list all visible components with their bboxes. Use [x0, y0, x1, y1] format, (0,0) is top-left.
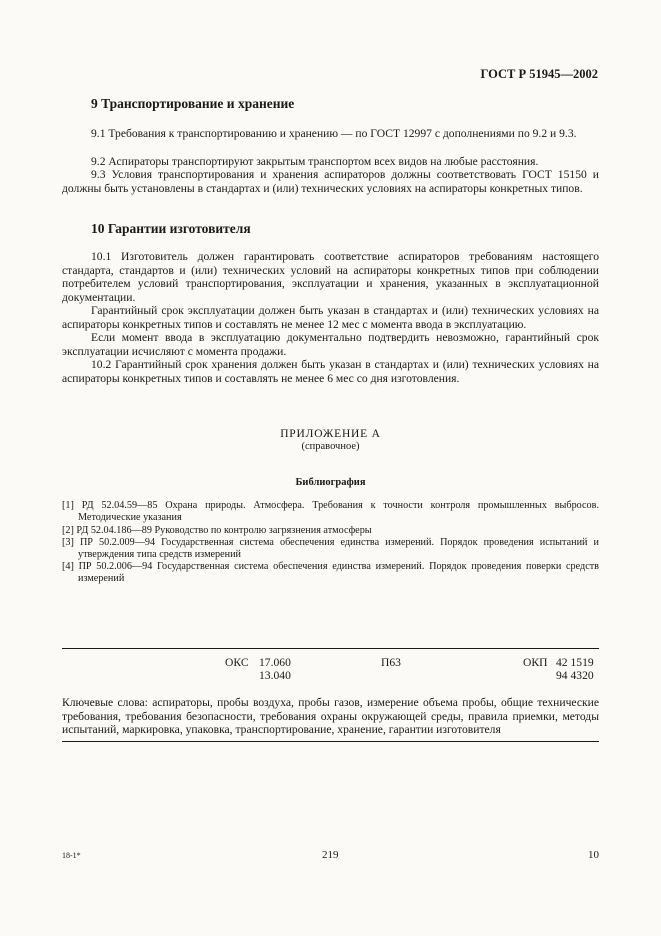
section-9-p1: 9.1 Требования к транспортированию и хранению — по ГОСТ 12997 с дополнениями по 9.2 и 9.3.	[91, 127, 577, 140]
okp-code-2: 94 4320	[556, 669, 594, 682]
section-10-p3: Если момент ввода в эксплуатацию документально подтвердить невозможно, гарантийный срок эксплуатации исчисляют с момента продажи.	[62, 331, 599, 358]
section-9-p2: 9.2 Аспираторы транспортируют закрытым транспортом всех видов на любые расстояния.	[91, 155, 539, 168]
page-number: 10	[588, 849, 599, 861]
group-code: П63	[381, 656, 401, 669]
bibliography-item: [4] ПР 50.2.006—94 Государственная система обеспечения единства измерений. Порядок проведения поверки средств измерений	[62, 561, 599, 585]
okp-code-1: 42 1519	[556, 656, 594, 669]
bottom-divider	[62, 741, 599, 742]
appendix-title: ПРИЛОЖЕНИЕ А	[280, 428, 381, 440]
section-10-p4: 10.2 Гарантийный срок хранения должен быть указан в стандартах и (или) технических условиях на аспираторы конкретных типов и составлять не менее 6 мес со дня изготовления.	[62, 358, 599, 385]
section-9-p3: 9.3 Условия транспортирования и хранения аспираторов должны соответствовать ГОСТ 15150 и должны быть установлены в стандартах и (или) технических условиях на аспираторы конкретных типов.	[62, 168, 599, 195]
bibliography-item: [3] ПР 50.2.009—94 Государственная система обеспечения единства измерений. Порядок проведения испытаний и утверждения типа средств измерений	[62, 537, 599, 561]
section-10-p1: 10.1 Изготовитель должен гарантировать соответствие аспираторов требованиям настоящего стандарта, стандартов и (или) технических условий на аспираторы конкретных типов при соблюдении потребителем условий транспортирования, эксплуатации и хранения, указанных в эксплуатационной документации.	[62, 250, 599, 304]
top-divider	[62, 648, 599, 649]
print-mark: 18-1*	[62, 851, 81, 860]
section-10-p2: Гарантийный срок эксплуатации должен быть указан в стандартах и (или) технических условиях на аспираторы конкретных типов и составлять не менее 12 мес с момента ввода в эксплуатацию.	[62, 304, 599, 331]
standard-code: ГОСТ Р 51945—2002	[480, 67, 598, 81]
bibliography-item: [2] РД 52.04.186—89 Руководство по контролю загрязнения атмосферы	[62, 525, 372, 536]
oks-label: ОКС	[225, 656, 249, 669]
keywords: Ключевые слова: аспираторы, пробы воздуха, пробы газов, измерение объема пробы, общие технические требования, требования безопасности, требования охраны окружающей среды, правила приемки, методы испытаний, маркировка, упаковка, транспортирование, хранение, гарантии изготовителя	[62, 696, 599, 737]
section-9-title: 9 Транспортирование и хранение	[91, 96, 295, 111]
oks-code-2: 13.040	[259, 669, 291, 682]
oks-code-1: 17.060	[259, 656, 291, 669]
bibliography-item: [1] РД 52.04.59—85 Охрана природы. Атмосфера. Требования к точности контроля промышленных выбросов. Методические указания	[62, 500, 599, 524]
appendix-subtitle: (справочное)	[301, 441, 360, 452]
section-10-title: 10 Гарантии изготовителя	[91, 221, 251, 236]
bibliography-title: Библиография	[295, 477, 366, 488]
page-number-volume: 219	[322, 849, 339, 861]
okp-label: ОКП	[523, 656, 548, 669]
